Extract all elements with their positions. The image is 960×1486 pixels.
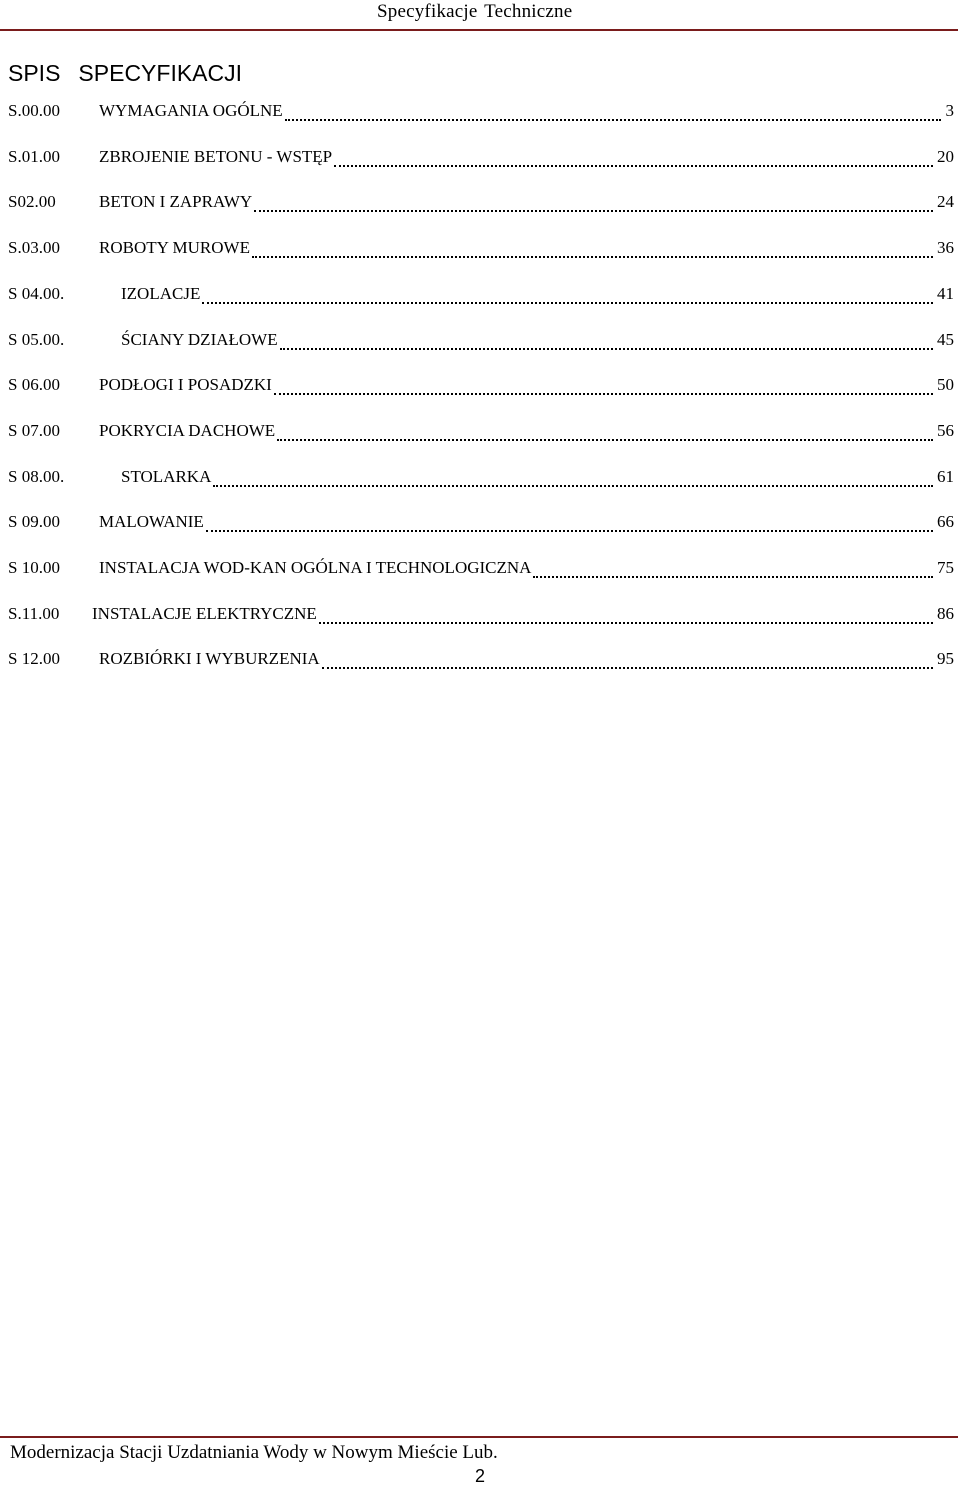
toc-leader-dots [277,419,933,441]
footer-divider [0,1436,958,1438]
toc-entry[interactable] [8,556,954,580]
toc-entry[interactable] [8,328,954,352]
toc-leader-dots [334,145,933,167]
page-number: 2 [475,1466,486,1486]
toc-entry-title: BETON I ZAPRAWY [99,192,253,211]
footer-text: Modernizacja Stacji Uzdatniania Wody w Nowym Mieście Lub. [10,1442,498,1463]
toc-entry-title: ŚCIANY DZIAŁOWE [121,330,278,349]
page-header [0,0,960,31]
header-title: Specyfikacje Techniczne [377,1,573,22]
toc-entry-page: 50 [935,373,954,397]
toc-entry-title: IZOLACJE [121,284,201,303]
toc-entry-title: MALOWANIE [99,512,204,531]
toc-leader-dots [252,236,933,258]
toc-entry-code: S 10.00 [8,558,60,577]
toc-entry[interactable] [8,373,954,397]
toc-entry-title: INSTALACJE ELEKTRYCZNE [92,604,317,623]
toc-entry-page: 36 [935,236,954,260]
toc-entry-code: S 04.00. [8,284,65,303]
toc-entry-page: 86 [935,602,954,626]
toc-leader-dots [202,282,933,304]
header-divider [0,29,958,31]
toc-entry[interactable] [8,647,954,671]
toc-entry-code: S02.00 [8,192,56,211]
toc-heading-word-1: SPIS [8,60,61,86]
toc-entry-code: S.01.00 [8,147,60,166]
toc-heading-word-2: SPECYFIKACJI [78,60,243,86]
toc-entry-page: 3 [944,99,955,123]
toc-entry-code: S 09.00 [8,512,60,531]
toc-entry-title: POKRYCIA DACHOWE [99,421,276,440]
toc-entry-title: ROBOTY MUROWE [99,238,250,257]
toc-leader-dots [254,190,933,212]
toc-entry-page: 41 [935,282,954,306]
toc-entry-title: ZBROJENIE BETONU - WSTĘP [99,147,333,166]
toc-entry-code: S 12.00 [8,649,60,668]
toc-leader-dots [280,328,933,350]
toc-entry[interactable] [8,282,954,306]
toc-entry[interactable] [8,145,954,169]
toc-entry-code: S 05.00. [8,330,65,349]
toc-entry-code: S 08.00. [8,467,65,486]
toc-entry-code: S 07.00 [8,421,60,440]
toc-entry-page: 20 [935,145,954,169]
toc-entry-code: S 06.00 [8,375,60,394]
toc-entry-title: WYMAGANIA OGÓLNE [99,101,283,120]
toc-entry-code: S.11.00 [8,604,60,623]
toc-entry[interactable] [8,190,954,214]
toc-leader-dots [206,510,933,532]
toc-leader-dots [322,647,933,669]
toc-entry[interactable] [8,465,954,489]
toc-entry-code: S.00.00 [8,101,60,120]
toc-leader-dots [285,99,941,121]
toc-entry-title: PODŁOGI I POSADZKI [99,375,272,394]
toc-entry-page: 95 [935,647,954,671]
toc-entry-page: 24 [935,190,954,214]
toc-entry-title: ROZBIÓRKI I WYBURZENIA [99,649,320,668]
toc-leader-dots [213,465,933,487]
toc-entry-page: 45 [935,328,954,352]
toc-leader-dots [274,373,933,395]
toc-entry-page: 75 [935,556,954,580]
toc-entry-page: 56 [935,419,954,443]
toc-heading [8,60,242,86]
toc-entry[interactable] [8,602,954,626]
toc-entry[interactable] [8,419,954,443]
toc-leader-dots [319,602,933,624]
toc-entry-page: 61 [935,465,954,489]
toc-entry[interactable] [8,236,954,260]
toc-entry[interactable] [8,510,954,534]
toc-entry-title: INSTALACJA WOD-KAN OGÓLNA I TECHNOLOGICZNA [99,558,532,577]
toc-entry-title: STOLARKA [121,467,212,486]
toc-entry[interactable] [8,99,954,123]
toc-entry-code: S.03.00 [8,238,60,257]
toc-entry-page: 66 [935,510,954,534]
toc-leader-dots [533,556,933,578]
